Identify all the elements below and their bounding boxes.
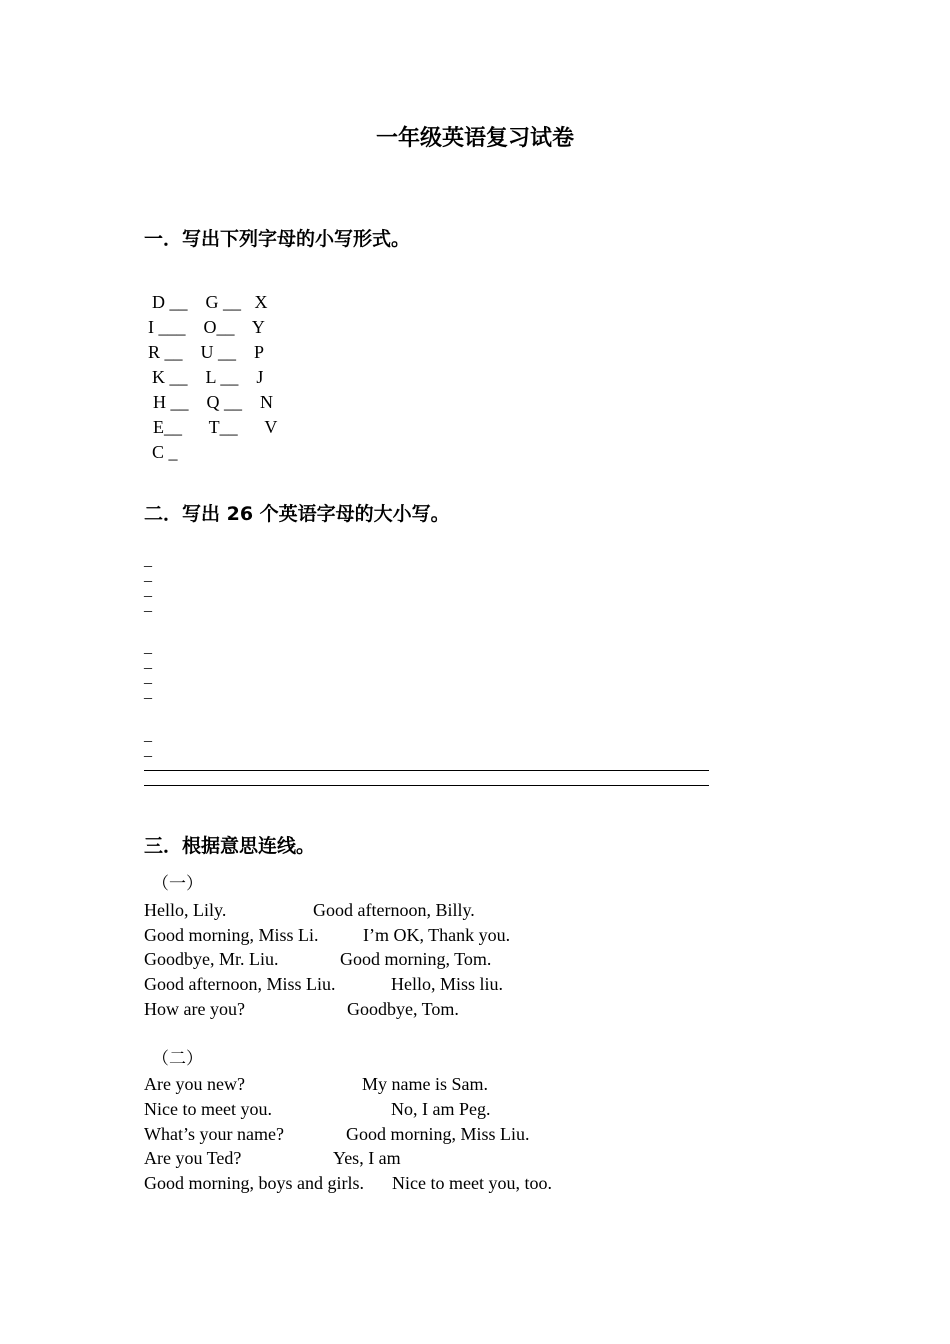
section3-heading: 三．根据意思连线。 [144,835,316,857]
section2-heading: 二．写出 26 个英语字母的大小写。 [144,503,450,525]
blank-mark: _ [144,684,152,701]
blank-mark: _ [144,567,152,584]
match-left: Are you Ted? [144,1148,242,1168]
section1-heading: 一．写出下列字母的小写形式。 [144,228,411,250]
letter-row: H __ Q __ N [153,392,273,412]
match-left: Are you new? [144,1074,245,1094]
letter-row: D __ G __ X [152,292,268,312]
blank-mark: _ [144,742,152,759]
blank-mark: _ [144,669,152,686]
match-right: Yes, I am [333,1148,401,1168]
match-right: Good afternoon, Billy. [313,900,475,920]
match-right: Good morning, Miss Liu. [346,1124,530,1144]
match-left: How are you? [144,999,245,1019]
group2-label: （二） [152,1049,203,1068]
letter-row: C _ [152,442,178,462]
match-right: Hello, Miss liu. [391,974,504,994]
group1-label: （一） [152,874,203,893]
writing-line [144,770,709,771]
match-right: I’m OK, Thank you. [363,925,511,945]
match-right: My name is Sam. [362,1074,488,1094]
match-left: Good afternoon, Miss Liu. [144,974,336,994]
blank-mark: _ [144,727,152,744]
letter-row: E__ T__ V [153,417,278,437]
match-left: Good morning, Miss Li. [144,925,319,945]
writing-line [144,785,709,786]
letter-row: K __ L __ J [152,367,264,387]
blank-mark: _ [144,597,152,614]
match-left: Hello, Lily. [144,900,227,920]
match-left: Nice to meet you. [144,1099,272,1119]
blank-mark: _ [144,552,152,569]
blank-mark: _ [144,582,152,599]
match-right: Good morning, Tom. [340,949,492,969]
page-title: 一年级英语复习试卷 [375,126,574,151]
letter-row: I ___ O__ Y [148,317,265,337]
blank-mark: _ [144,639,152,656]
match-right: No, I am Peg. [391,1099,491,1119]
match-right: Nice to meet you, too. [392,1173,552,1193]
match-left: Goodbye, Mr. Liu. [144,949,279,969]
match-right: Goodbye, Tom. [347,999,459,1019]
match-left: What’s your name? [144,1124,284,1144]
match-left: Good morning, boys and girls. [144,1173,364,1193]
letter-row: R __ U __ P [148,342,265,362]
blank-mark: _ [144,654,152,671]
